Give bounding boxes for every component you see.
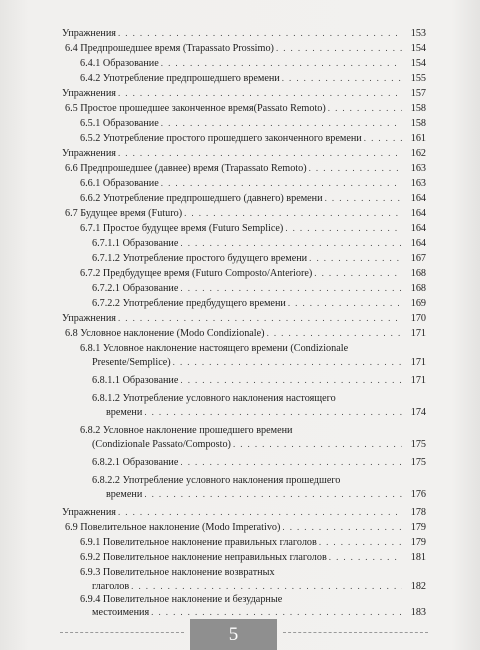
toc-entry-page: 163 — [410, 178, 426, 189]
toc-entry — [62, 312, 426, 325]
toc-entry-page: 181 — [410, 552, 426, 563]
toc-entry — [80, 536, 426, 549]
toc-leader — [180, 237, 402, 250]
toc-entry — [62, 27, 426, 40]
toc-entry — [92, 252, 426, 265]
toc-entry-title: Упражнения — [62, 28, 116, 39]
toc-entry-page: 158 — [410, 118, 426, 129]
toc-entry-title-cont: местоимения — [92, 607, 150, 618]
toc-entry-page: 178 — [410, 507, 426, 518]
toc-leader — [184, 207, 402, 220]
toc-entry-title-cont: времени — [106, 489, 143, 500]
toc-leader — [144, 488, 402, 501]
toc-entry-title: Упражнения — [62, 88, 116, 99]
toc-entry-title: 6.8 Условное наклонение (Modo Condizionale) — [65, 328, 265, 339]
toc-entry-title: 6.6 Предпрошедшее (давнее) время (Trapassato Remoto) — [65, 163, 307, 174]
toc-leader — [285, 222, 402, 235]
toc-entry-page: 171 — [410, 357, 426, 368]
toc-entry-title: 6.5.1 Образование — [80, 118, 159, 129]
toc-entry-page: 175 — [410, 439, 426, 450]
toc-entry — [92, 374, 426, 387]
toc-entry-page: 170 — [410, 313, 426, 324]
toc-entry-title: 6.6.1 Образование — [80, 178, 159, 189]
toc-entry-page: 174 — [410, 407, 426, 418]
toc-entry-title: 6.4.2 Употребление предпрошедшего времени — [80, 73, 280, 84]
toc-entry — [80, 267, 426, 280]
toc-entry-title: 6.5 Простое прошедшее законченное время(Passato Remoto) — [65, 103, 326, 114]
toc-entry — [62, 147, 426, 160]
toc-entry-title-cont: Presente/Semplice) — [92, 357, 171, 368]
toc-entry-page: 161 — [410, 133, 426, 144]
toc-entry-title: 6.9.3 Повелительное наклонение возвратных — [80, 567, 275, 578]
toc-entry-page: 168 — [410, 283, 426, 294]
toc-entry-page: 153 — [410, 28, 426, 39]
toc-entry-title: 6.7.1.1 Образование — [92, 238, 179, 249]
toc-entry — [62, 87, 426, 100]
toc-entry — [80, 222, 426, 235]
toc-leader — [325, 192, 402, 205]
toc-leader — [161, 57, 402, 70]
toc-entry-page: 179 — [410, 537, 426, 548]
toc-entry — [80, 551, 426, 564]
toc-entry — [106, 406, 426, 419]
toc-entry-page: 164 — [410, 223, 426, 234]
toc-entry — [92, 282, 426, 295]
toc-entry-title: 6.7.1.2 Употребление простого будущего времени — [92, 253, 308, 264]
toc-entry — [92, 606, 426, 619]
toc-entry-title: 6.7.2.2 Употребление предбудущего времени — [92, 298, 286, 309]
toc-entry-title-cont: глаголов — [92, 581, 130, 592]
toc-entry-page: 164 — [410, 208, 426, 219]
toc-entry-page: 175 — [410, 457, 426, 468]
toc-entry-title: Упражнения — [62, 148, 116, 159]
toc-leader — [288, 297, 402, 310]
toc-leader — [282, 521, 402, 534]
toc-entry-title: 6.9.1 Повелительное наклонение правильных глаголов — [80, 537, 317, 548]
toc-entry — [80, 57, 426, 70]
toc-entry — [80, 132, 426, 145]
toc-leader — [118, 147, 402, 160]
toc-entry — [65, 521, 426, 534]
toc-entry — [92, 438, 426, 451]
toc-leader — [131, 580, 402, 593]
toc-entry — [65, 42, 426, 55]
toc-leader — [118, 506, 402, 519]
toc-entry-title: 6.9.4 Повелительное наклонение и безударные — [80, 594, 283, 605]
toc-entry — [80, 117, 426, 130]
toc-entry-title: 6.8.2 Условное наклонение прошедшего времени — [80, 425, 293, 436]
toc-entry-page: 154 — [410, 43, 426, 54]
toc-entry-page: 171 — [410, 328, 426, 339]
toc-entry — [106, 488, 426, 501]
toc-leader — [309, 162, 402, 175]
toc-entry-title: 6.4 Предпрошедшее время (Trapassato Prossimo) — [65, 43, 274, 54]
toc-entry-title: Упражнения — [62, 313, 116, 324]
toc-entry-page: 176 — [410, 489, 426, 500]
toc-entry-title: 6.8.2.2 Употребление условного наклонения прошедшего — [92, 475, 341, 486]
toc-entry-title: Упражнения — [62, 507, 116, 518]
toc-entry-title: 6.7.2 Предбудущее время (Futuro Composto/Anteriore) — [80, 268, 313, 279]
toc-leader — [161, 117, 402, 130]
toc-entry-title: 6.8.1.1 Образование — [92, 375, 179, 386]
footer-rule-right — [283, 632, 428, 633]
toc-entry — [65, 327, 426, 340]
toc-leader — [173, 356, 402, 369]
toc-entry — [92, 237, 426, 250]
toc-entry-title: 6.4.1 Образование — [80, 58, 159, 69]
toc-entry — [92, 356, 426, 369]
toc-entry — [92, 456, 426, 469]
toc-entry — [65, 102, 426, 115]
toc-entry-title-cont: времени — [106, 407, 143, 418]
toc-entry — [80, 192, 426, 205]
toc-entry-title: 6.7.1 Простое будущее время (Futuro Semplice) — [80, 223, 284, 234]
toc-entry — [80, 177, 426, 190]
page-number: 5 — [190, 619, 277, 650]
toc-entry-page: 179 — [410, 522, 426, 533]
toc-entry-page: 158 — [410, 103, 426, 114]
toc-leader — [151, 606, 402, 619]
toc-leader — [314, 267, 402, 280]
toc-entry — [65, 162, 426, 175]
toc-entry-title: 6.8.1.2 Употребление условного наклонения настоящего — [92, 393, 336, 404]
toc-entry — [65, 207, 426, 220]
toc-leader — [329, 551, 402, 564]
toc-leader — [267, 327, 402, 340]
toc-leader — [364, 132, 402, 145]
toc-entry-title: 6.7.2.1 Образование — [92, 283, 179, 294]
toc-leader — [180, 282, 402, 295]
toc-leader — [180, 456, 402, 469]
toc-entry — [92, 580, 426, 593]
toc-entry-page: 157 — [410, 88, 426, 99]
toc-entry-page: 154 — [410, 58, 426, 69]
toc-leader — [118, 27, 402, 40]
toc-entry-title: 6.8.2.1 Образование — [92, 457, 179, 468]
toc-leader — [319, 536, 402, 549]
toc-entry-page: 167 — [410, 253, 426, 264]
toc-entry-title: 6.6.2 Употребление предпрошедшего (давнего) времени — [80, 193, 323, 204]
toc-entry — [62, 506, 426, 519]
toc-entry-page: 164 — [410, 193, 426, 204]
toc-entry-page: 182 — [410, 581, 426, 592]
toc-leader — [282, 72, 402, 85]
footer-rule-left — [60, 632, 184, 633]
toc-leader — [328, 102, 402, 115]
toc-entry-page: 168 — [410, 268, 426, 279]
toc-entry-title: 6.5.2 Употребление простого прошедшего законченного времени — [80, 133, 362, 144]
toc-leader — [144, 406, 402, 419]
toc-leader — [118, 87, 402, 100]
toc-leader — [180, 374, 402, 387]
toc-leader — [309, 252, 402, 265]
toc-leader — [161, 177, 402, 190]
toc-entry-title-cont: (Condizionale Passato/Composto) — [92, 439, 231, 450]
toc-leader — [276, 42, 402, 55]
toc-leader — [118, 312, 402, 325]
toc-entry-title: 6.8.1 Условное наклонение настоящего времени (Condizionale — [80, 343, 349, 354]
toc-entry-page: 183 — [410, 607, 426, 618]
toc-entry-page: 163 — [410, 163, 426, 174]
toc-entry — [92, 297, 426, 310]
toc-entry-page: 164 — [410, 238, 426, 249]
toc-entry-title: 6.9.2 Повелительное наклонение неправильных глаголов — [80, 552, 327, 563]
toc-entry-page: 169 — [410, 298, 426, 309]
toc-entry-page: 171 — [410, 375, 426, 386]
toc-entry-page: 162 — [410, 148, 426, 159]
toc-entry-page: 155 — [410, 73, 426, 84]
toc-leader — [233, 438, 402, 451]
toc-entry-title: 6.9 Повелительное наклонение (Modo Imperativo) — [65, 522, 281, 533]
toc-entry-title: 6.7 Будущее время (Futuro) — [65, 208, 183, 219]
toc-entry — [80, 72, 426, 85]
